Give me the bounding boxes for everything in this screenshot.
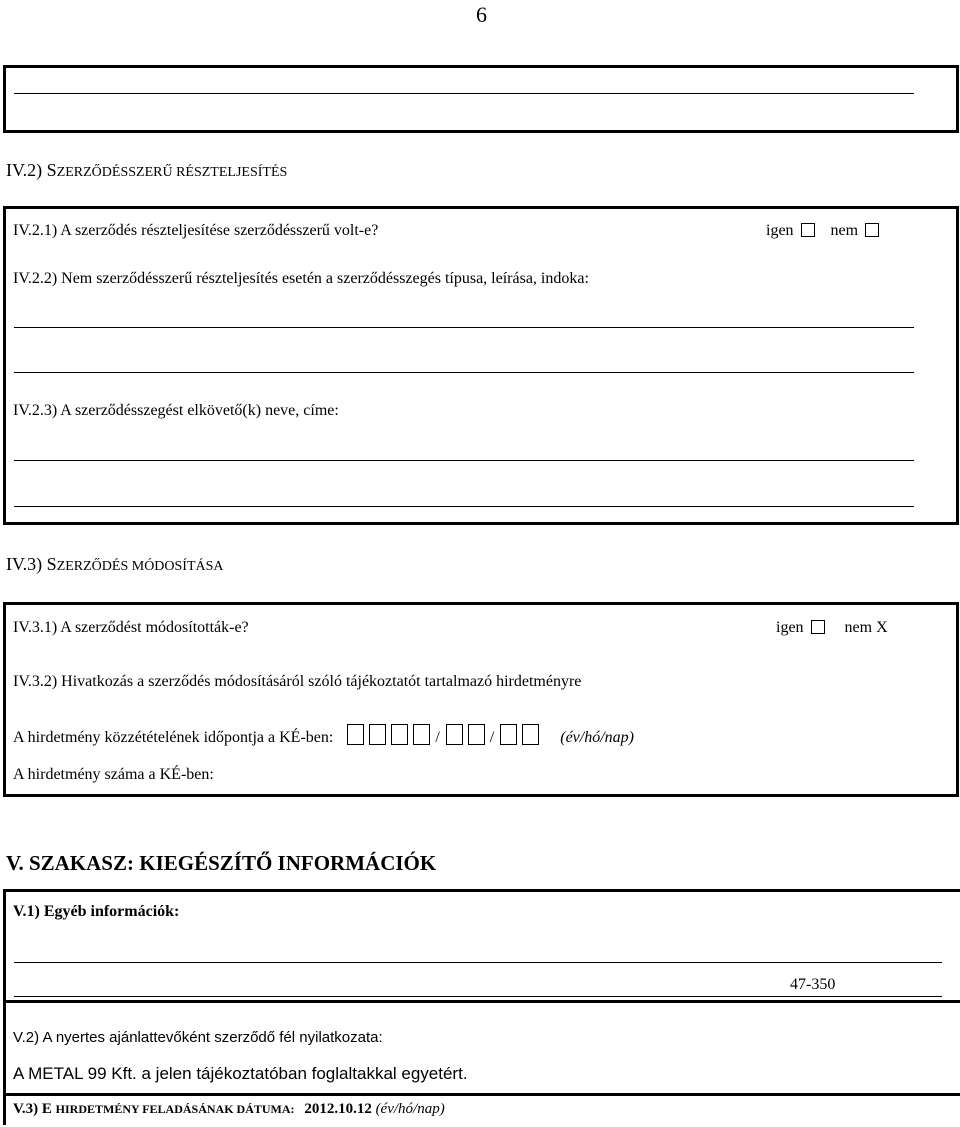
yes-checkbox[interactable] (801, 223, 815, 237)
v1-value: 47-350 (790, 976, 836, 993)
answer-line (14, 506, 914, 507)
section-v-title: V. SZAKASZ: KIEGÉSZÍTŐ INFORMÁCIÓK (6, 851, 437, 875)
day-digit-box[interactable] (500, 724, 517, 745)
year-digit-box[interactable] (391, 724, 408, 745)
q-iv32-label: IV.3.2) Hivatkozás a szerződés módosításáról szóló tájékoztatót tartalmazó hirdetményre (13, 673, 582, 690)
v3-format: (év/hó/nap) (375, 1101, 445, 1117)
v3-date: 2012.10.12 (304, 1101, 372, 1117)
top-continuation-box (3, 65, 959, 133)
answer-line (14, 962, 942, 963)
v3-prefix: V.3) E (13, 1101, 56, 1117)
month-digit-box[interactable] (446, 724, 463, 745)
section-iv2-title: IV.2) SZERZŐDÉSSZERŰ RÉSZTELJESÍTÉS (6, 160, 288, 180)
q-iv31-options (776, 619, 888, 637)
answer-line (14, 996, 942, 997)
no-checkbox[interactable] (865, 223, 879, 237)
v3-row (13, 1101, 445, 1118)
v2-label (13, 1029, 383, 1046)
year-digit-box[interactable] (347, 724, 364, 745)
date-label: A hirdetmény közzétételének időpontja a KÉ-ben: (13, 729, 334, 746)
answer-line (14, 372, 914, 373)
answer-line (14, 460, 914, 461)
q-iv21-label: IV.2.1) A szerződés részteljesítése szerződésszerű volt-e? (13, 222, 379, 239)
yes-checkbox[interactable] (811, 620, 825, 634)
year-digit-box[interactable] (413, 724, 430, 745)
v2-value: A METAL 99 Kft. a jelen tájékoztatóban foglaltakkal egyetért. (13, 1064, 468, 1083)
date-format-hint: (év/hó/nap) (560, 729, 634, 746)
answer-line (14, 327, 914, 328)
q-iv23-label: IV.2.3) A szerződésszegést elkövető(k) neve, címe: (13, 402, 339, 419)
v2-label-text: V.2) A nyertes ajánlattevőként szerződő fél nyilatkozata: (13, 1029, 383, 1046)
page-number: 6 (476, 2, 487, 27)
section-v-divider (3, 1000, 960, 1003)
q-iv21-options (766, 222, 879, 240)
day-digit-box[interactable] (522, 724, 539, 745)
date-separator: / (489, 729, 495, 746)
v1-label: V.1) Egyéb információk: (13, 903, 180, 920)
section-v-divider (3, 1093, 960, 1096)
section-v-left-border (3, 889, 6, 1125)
yes-label: igen (776, 619, 804, 636)
date-separator: / (435, 729, 440, 746)
year-digit-box[interactable] (369, 724, 386, 745)
publication-date-row (13, 724, 634, 747)
month-digit-box[interactable] (468, 724, 485, 745)
q-iv31-label: IV.3.1) A szerződést módosították-e? (13, 619, 249, 636)
top-answer-line (14, 93, 914, 94)
v3-label: HIRDETMÉNY FELADÁSÁNAK DÁTUMA: (55, 1102, 295, 1116)
no-label: nem (830, 222, 859, 239)
publication-number-label: A hirdetmény száma a KÉ-ben: (13, 766, 214, 783)
section-iv3-title: IV.3) SZERZŐDÉS MÓDOSÍTÁSA (6, 554, 224, 574)
yes-label: igen (766, 222, 794, 239)
section-iv2-box (3, 206, 959, 525)
no-label: nem X (844, 619, 888, 636)
section-v-top-border (3, 889, 960, 892)
q-iv22-label: IV.2.2) Nem szerződésszerű részteljesítés esetén a szerződésszegés típusa, leírása, indoka: (13, 270, 589, 287)
